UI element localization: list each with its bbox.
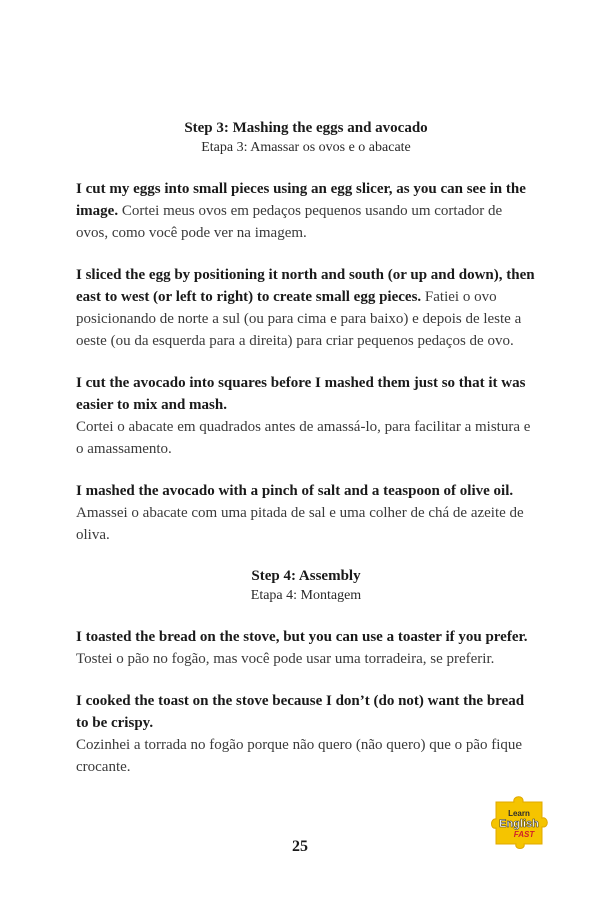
- step3-heading: [76, 118, 536, 158]
- portuguese-text: Cortei o abacate em quadrados antes de amassá-lo, para facilitar a mistura e o amassamento.: [76, 419, 531, 457]
- step3-paragraph-2: [76, 264, 536, 352]
- logo-line-2: English: [499, 818, 539, 830]
- step3-paragraph-4: [76, 480, 536, 546]
- logo-line-1: Learn: [508, 809, 530, 818]
- step3-paragraph-3: [76, 372, 536, 460]
- step4-paragraph-2: [76, 690, 536, 778]
- portuguese-text: Cortei meus ovos em pedaços pequenos usando um cortador de ovos, como você pode ver na imagem.: [76, 203, 503, 241]
- step3-paragraph-1: [76, 178, 536, 244]
- step4-paragraph-1: [76, 626, 536, 670]
- step4-subtitle: Etapa 4: Montagem: [250, 588, 362, 603]
- english-text: I toasted the bread on the stove, but you can use a toaster if you prefer.: [76, 629, 528, 645]
- english-text: I sliced the egg by positioning it north and south (or up and down), then east to west (or left to right) to create small egg pieces.: [76, 267, 535, 305]
- page-content: [76, 118, 536, 778]
- logo-line-3: FAST: [513, 830, 535, 839]
- portuguese-text: Cozinhei a torrada no fogão porque não quero (não quero) que o pão fique crocante.: [76, 737, 523, 775]
- portuguese-text: Tostei o pão no fogão, mas você pode usar uma torradeira, se preferir.: [76, 651, 495, 667]
- english-text: I cooked the toast on the stove because I don’t (do not) want the bread to be crispy.: [76, 693, 525, 731]
- step4-title: Step 4: Assembly: [251, 568, 361, 584]
- english-text: I cut my eggs into small pieces using an egg slicer, as you can see in the image.: [76, 181, 526, 219]
- page-number: 25: [292, 838, 308, 855]
- step3-subtitle: Etapa 3: Amassar os ovos e o abacate: [201, 140, 411, 155]
- step4-heading: [76, 566, 536, 606]
- english-text: I mashed the avocado with a pinch of salt and a teaspoon of olive oil.: [76, 483, 514, 499]
- portuguese-text: Fatiei o ovo posicionando de norte a sul (ou para cima e para baixo) e depois de leste a oeste (ou da esquerda para a direita) para criar pequenos pedaços de ovo.: [76, 289, 522, 349]
- portuguese-text: Amassei o abacate com uma pitada de sal e uma colher de chá de azeite de oliva.: [76, 505, 524, 543]
- english-text: I cut the avocado into squares before I mashed them just so that it was easier to mix and mash.: [76, 375, 526, 413]
- step3-title: Step 3: Mashing the eggs and avocado: [184, 120, 428, 136]
